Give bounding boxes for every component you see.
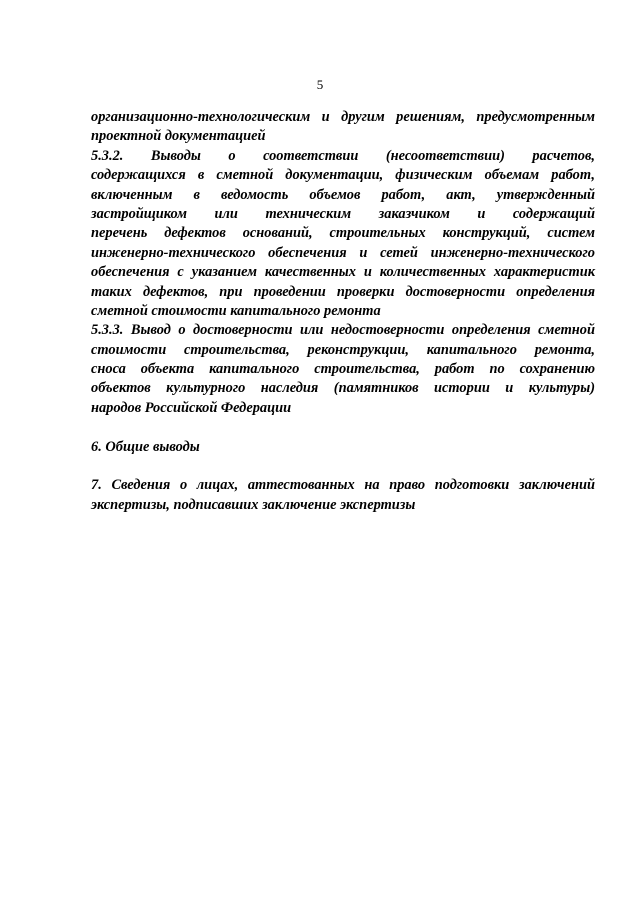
text-line: застройщиком или техническим заказчиком и содержащий <box>91 205 595 222</box>
paragraph-5-3-2 <box>91 147 595 322</box>
text-line: перечень дефектов оснований, строительных конструкций, систем <box>91 225 595 242</box>
text-line: сноса объекта капитального строительства, работ по сохранению <box>91 361 595 378</box>
section-6-heading <box>91 438 595 457</box>
paragraph-continuation <box>91 108 595 147</box>
text-line: 5.3.3. Вывод о достоверности или недостоверности определения сметной <box>91 322 595 339</box>
text-line: организационно-технологическим и другим решениям, предусмотренным <box>91 109 595 125</box>
text-line: объектов культурного наследия (памятников истории и культуры) <box>91 380 595 397</box>
text-line: народов Российской Федерации <box>91 399 292 416</box>
text-line: экспертизы, подписавших заключение экспертизы <box>91 496 416 513</box>
text-line: сметной стоимости капитального ремонта <box>91 302 381 319</box>
text-line: содержащихся в сметной документации, физическим объемам работ, <box>91 167 595 184</box>
text-line: включенным в ведомость объемов работ, акт, утвержденный <box>91 186 595 203</box>
text-line: обеспечения с указанием качественных и количественных характеристик <box>91 264 595 281</box>
spacer <box>91 418 595 437</box>
document-body <box>91 108 595 515</box>
text-line: 5.3.2. Выводы о соответствии (несоответствии) расчетов, <box>91 147 595 164</box>
text-line: таких дефектов, при проведении проверки достоверности определения <box>91 283 595 300</box>
text-line: инженерно-технического обеспечения и сетей инженерно-технического <box>91 244 595 261</box>
text-line: проектной документацией <box>91 128 266 145</box>
paragraph-5-3-3 <box>91 321 595 418</box>
section-7-heading <box>91 476 595 515</box>
page-number: 5 <box>316 77 324 92</box>
text-line: 7. Сведения о лицах, аттестованных на право подготовки заключений <box>91 477 595 494</box>
spacer <box>91 457 595 476</box>
text-line: 6. Общие выводы <box>91 438 200 455</box>
text-line: стоимости строительства, реконструкции, капитального ремонта, <box>91 341 595 358</box>
